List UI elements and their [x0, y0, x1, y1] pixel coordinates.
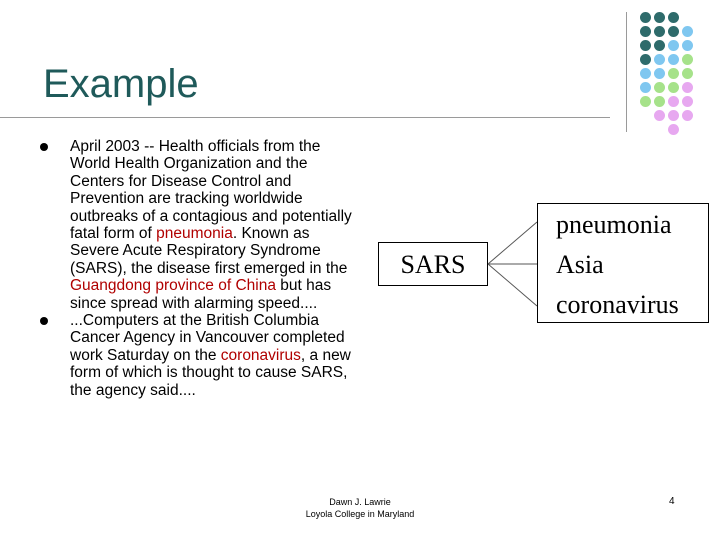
- footer-institution: Loyola College in Maryland: [305, 509, 415, 519]
- text-run: but has since spread with alarming speed....: [70, 277, 332, 312]
- connector-line: [488, 222, 537, 264]
- footer-author: Dawn J. Lawrie: [329, 497, 391, 507]
- page-number: 4: [669, 496, 675, 507]
- text-run: . Known as Severe Acute Respiratory Syndrome (SARS), the disease first emerged in the: [70, 225, 348, 277]
- related-term: Asia: [556, 250, 604, 279]
- related-terms-box: [537, 203, 709, 323]
- text-run: , a new form of which is thought to cause SARS, the agency said....: [70, 346, 351, 399]
- footer: [290, 496, 430, 520]
- highlight-run: Guangdong province of China: [70, 277, 276, 295]
- highlight-run: coronavirus: [220, 346, 301, 364]
- sars-box: SARS: [378, 242, 488, 286]
- slide-title: Example: [43, 62, 199, 106]
- text-run: ...Computers at the British Columbia Cancer Agency in Vancouver completed work Saturday on the: [70, 312, 345, 364]
- text-run: April 2003 -- Health officials from the World Health Organization and the Centers for Disease Control and Prevention are tracking worldwide outbreaks of a contagious and potentially fatal form of: [70, 138, 352, 243]
- related-term: coronavirus: [556, 290, 679, 319]
- highlight-run: pneumonia: [156, 225, 233, 243]
- connector-line: [488, 264, 537, 306]
- related-term: pneumonia: [556, 210, 672, 239]
